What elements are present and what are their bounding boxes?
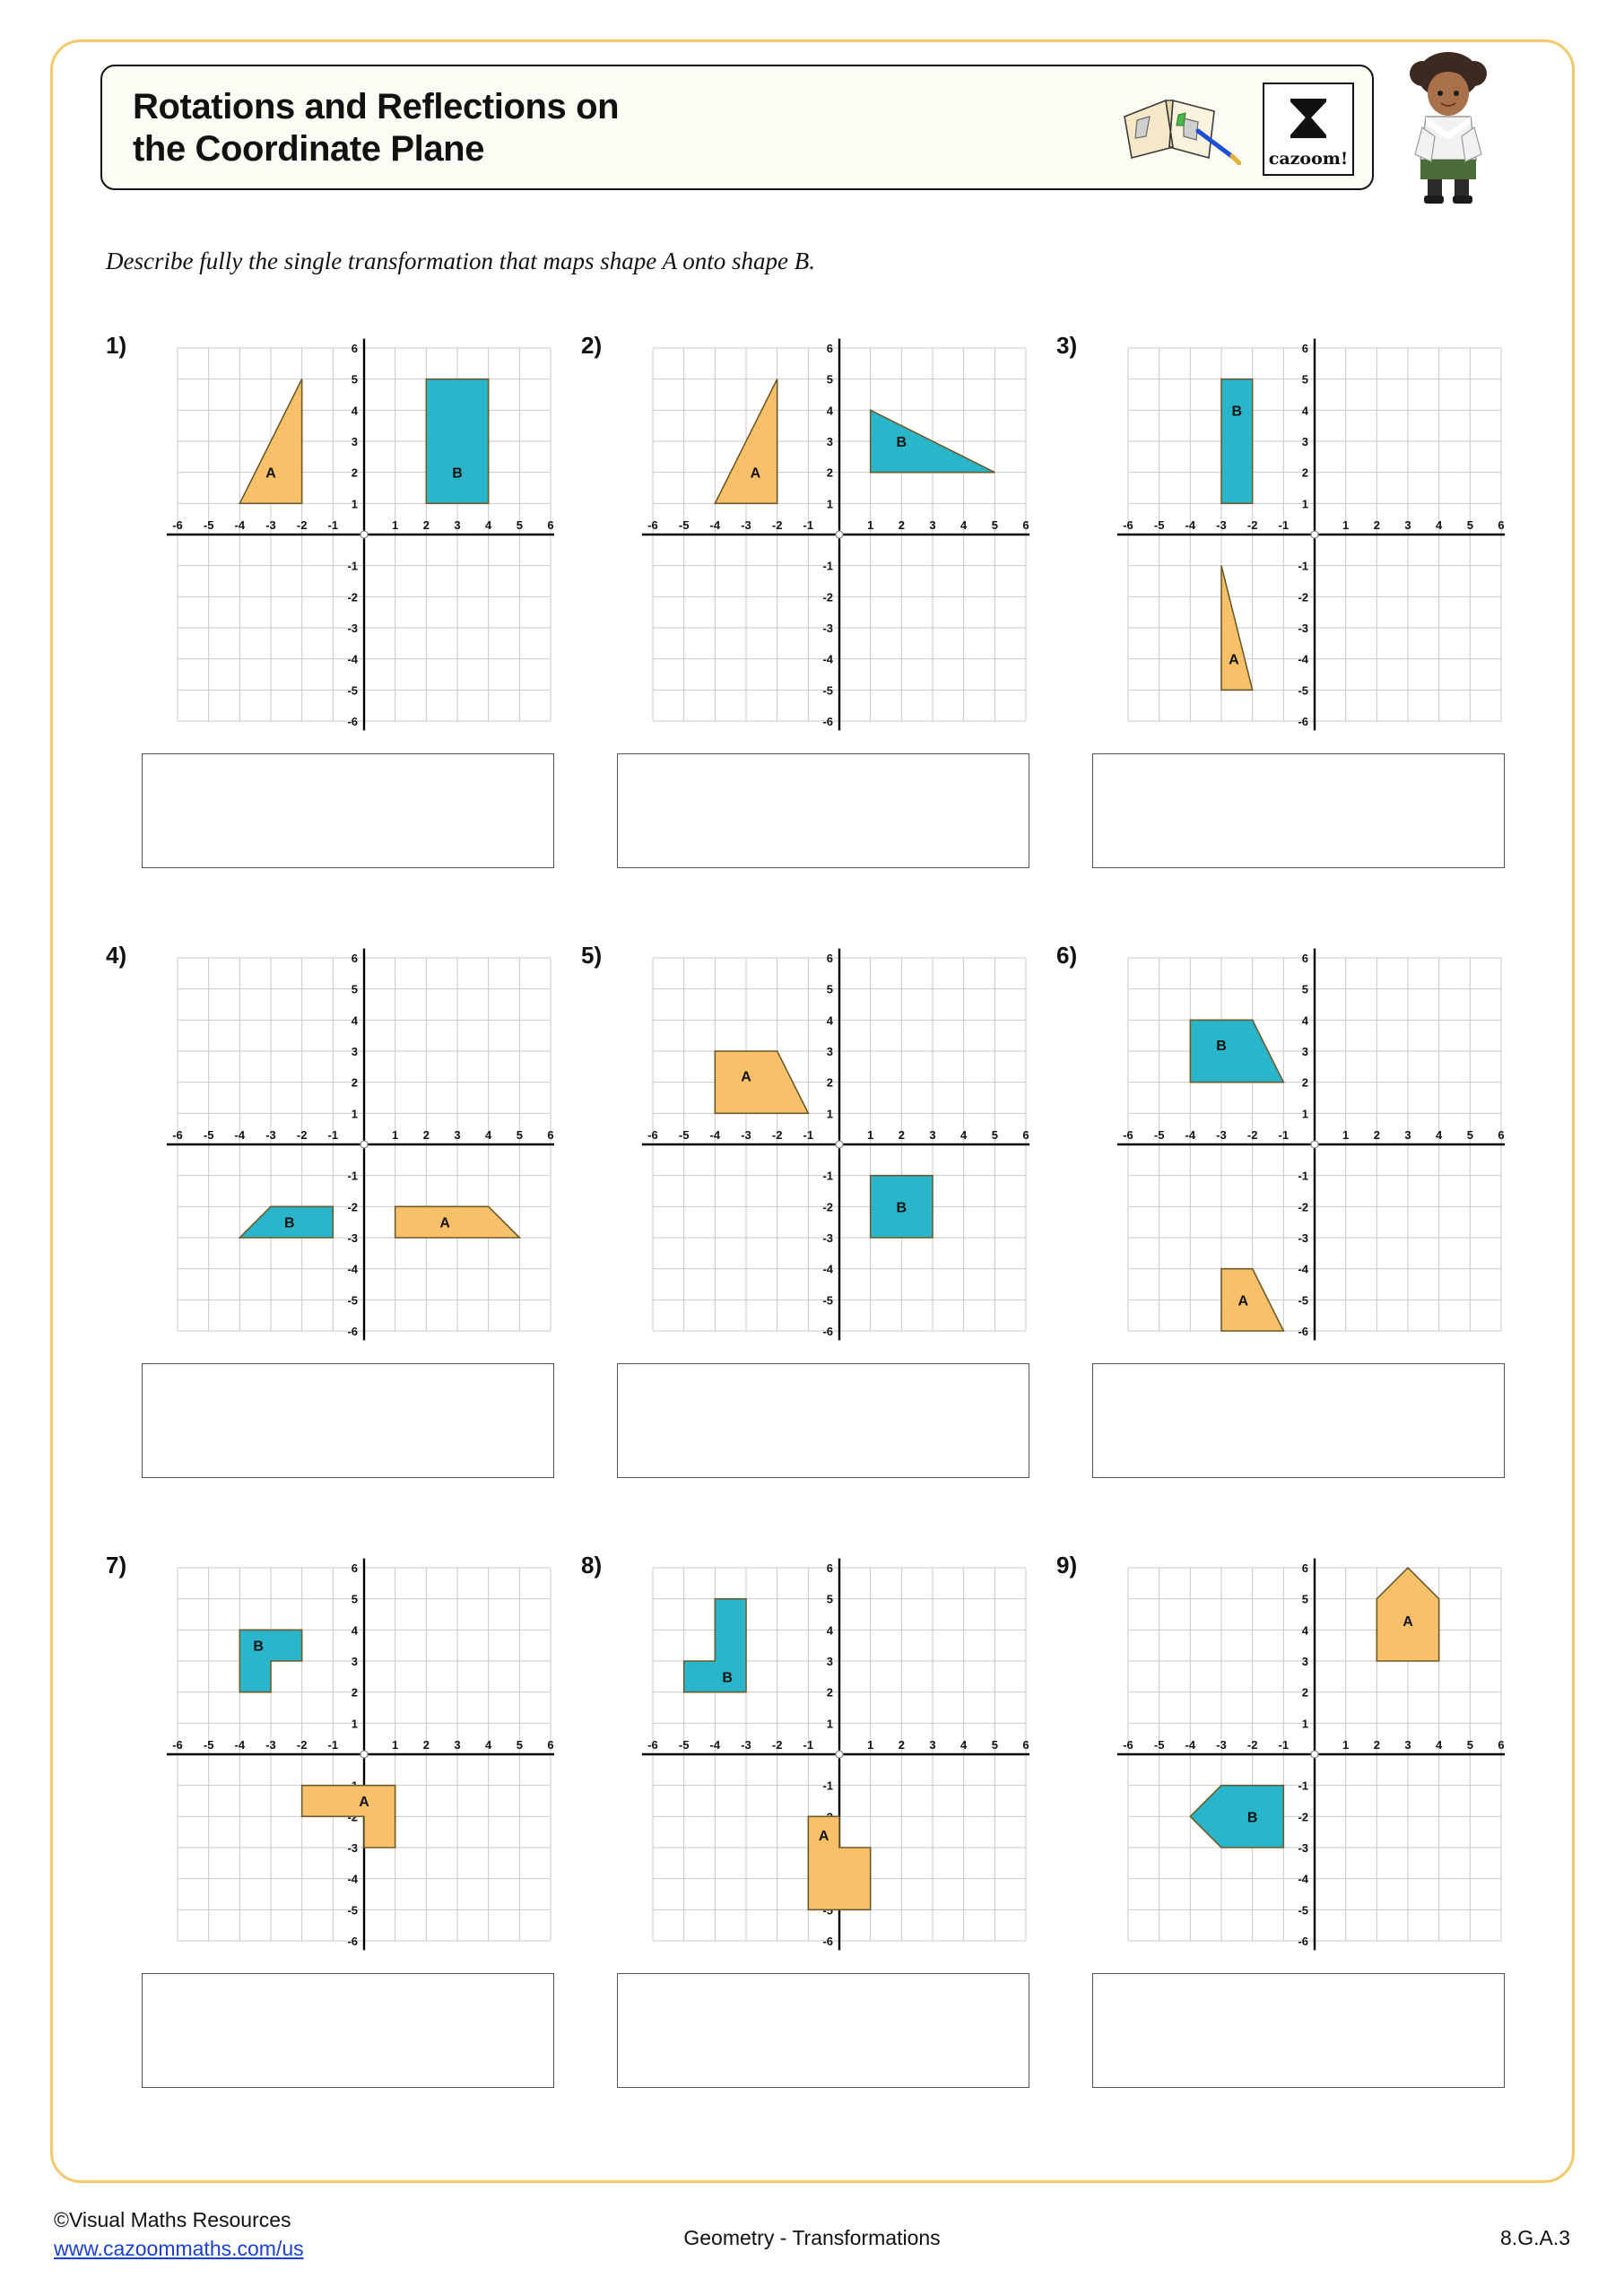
y-tick-label: -4 — [347, 1262, 358, 1276]
y-tick-label: 3 — [1301, 435, 1308, 448]
footer-website-link[interactable]: www.cazoommaths.com/us — [54, 2237, 304, 2260]
coordinate-plane — [617, 942, 1029, 1354]
plot-svg — [617, 332, 1029, 744]
y-tick-label: -5 — [1298, 683, 1308, 698]
x-tick-label: -2 — [1246, 1738, 1258, 1752]
question-number: 1) — [106, 332, 127, 359]
x-tick-label: -4 — [1185, 1738, 1196, 1752]
x-tick-label: -5 — [1153, 1738, 1165, 1752]
y-tick-label: -4 — [822, 652, 833, 666]
shape-label: B — [253, 1639, 264, 1655]
x-tick-label: -3 — [1216, 518, 1227, 532]
y-tick-label: 4 — [826, 404, 833, 418]
shape-label: A — [359, 1795, 369, 1810]
y-tick-label: -1 — [1298, 1779, 1308, 1793]
shape-label: A — [1238, 1293, 1249, 1309]
x-tick-label: -3 — [265, 518, 276, 532]
x-tick-label: -3 — [265, 1128, 276, 1142]
answer-box[interactable] — [617, 1363, 1029, 1478]
cazoom-logo — [1263, 83, 1354, 176]
coordinate-plane — [142, 332, 554, 744]
y-tick-label: 3 — [351, 1655, 358, 1668]
x-tick-label: 1 — [867, 1128, 874, 1142]
y-tick-label: 5 — [351, 372, 358, 387]
y-tick-label: -1 — [347, 559, 358, 573]
y-tick-label: 6 — [826, 342, 833, 355]
y-tick-label: 3 — [826, 1045, 833, 1058]
x-tick-label: -3 — [741, 518, 751, 532]
x-tick-label: 3 — [1404, 1128, 1411, 1142]
title-line-2: the Coordinate Plane — [133, 129, 485, 170]
x-tick-label: -2 — [771, 518, 783, 532]
x-tick-label: 3 — [929, 518, 936, 532]
shape-a — [808, 1816, 870, 1909]
y-tick-label: 3 — [826, 1655, 833, 1668]
y-tick-label: -5 — [1298, 1903, 1308, 1918]
question-number: 8) — [581, 1552, 603, 1578]
y-tick-label: 3 — [351, 1045, 358, 1058]
x-tick-label: 1 — [1342, 518, 1350, 532]
y-tick-label: -6 — [822, 1935, 833, 1948]
y-tick-label: 5 — [1301, 1592, 1308, 1606]
y-tick-label: 5 — [826, 372, 833, 387]
plot-svg — [617, 942, 1029, 1354]
y-tick-label: -2 — [1298, 1810, 1308, 1824]
x-tick-label: 1 — [392, 518, 399, 532]
answer-box[interactable] — [142, 1973, 554, 2088]
footer-topic: Geometry - Transformations — [683, 2226, 941, 2249]
y-tick-label: 2 — [1301, 1075, 1308, 1090]
coordinate-plane — [1092, 332, 1505, 744]
y-tick-label: 5 — [351, 1592, 358, 1606]
y-tick-label: 4 — [1301, 404, 1308, 418]
y-tick-label: 4 — [1301, 1623, 1308, 1638]
y-tick-label: 1 — [1301, 497, 1308, 511]
plot-svg — [1092, 1552, 1505, 1964]
question-number: 6) — [1056, 942, 1078, 969]
shape-label: A — [1403, 1613, 1413, 1630]
y-tick-label: 5 — [1301, 982, 1308, 996]
y-tick-label: 1 — [351, 1717, 358, 1731]
shape-label: B — [1246, 1810, 1258, 1826]
question-number: 7) — [106, 1552, 127, 1578]
x-tick-label: -6 — [172, 518, 183, 532]
x-tick-label: 6 — [1498, 518, 1505, 532]
y-tick-label: 1 — [1301, 1107, 1308, 1121]
x-tick-label: 1 — [1342, 1128, 1350, 1142]
y-tick-label: -4 — [347, 652, 358, 666]
x-tick-label: -5 — [1153, 518, 1165, 532]
y-tick-label: 1 — [1301, 1717, 1308, 1731]
shape-label: B — [1231, 404, 1243, 420]
y-tick-label: -2 — [1298, 1200, 1308, 1214]
page-title — [133, 86, 904, 170]
x-tick-label: -4 — [234, 1128, 246, 1142]
y-tick-label: -4 — [1298, 1872, 1308, 1886]
answer-box[interactable] — [142, 1363, 554, 1478]
coordinate-plane — [1092, 1552, 1505, 1964]
x-tick-label: 6 — [1498, 1738, 1505, 1752]
x-tick-label: -6 — [647, 1128, 658, 1142]
y-tick-label: 1 — [351, 1107, 358, 1121]
x-tick-label: 2 — [898, 518, 905, 532]
shape-label: A — [818, 1829, 829, 1845]
plot-svg — [1092, 942, 1505, 1354]
x-tick-label: -5 — [1153, 1128, 1165, 1142]
x-tick-label: -5 — [678, 518, 690, 532]
logo-text: cazoom! — [1268, 149, 1349, 169]
x-tick-label: 1 — [867, 1738, 874, 1752]
x-tick-label: 3 — [1404, 518, 1411, 532]
coordinate-plane — [142, 1552, 554, 1964]
x-tick-label: -4 — [1185, 518, 1196, 532]
y-tick-label: -6 — [347, 1935, 358, 1948]
y-tick-label: 6 — [351, 342, 358, 355]
question-number: 2) — [581, 332, 603, 359]
y-tick-label: 2 — [351, 465, 358, 480]
shape-label: A — [750, 465, 761, 482]
x-tick-label: -1 — [1278, 1128, 1290, 1142]
y-tick-label: -6 — [347, 1325, 358, 1338]
books-illustration — [1119, 93, 1241, 165]
x-tick-label: 6 — [1022, 518, 1029, 532]
plot-svg — [1092, 332, 1505, 744]
x-tick-label: 4 — [1436, 518, 1443, 532]
y-tick-label: 4 — [826, 1623, 833, 1638]
x-tick-label: 3 — [929, 1738, 936, 1752]
y-tick-label: -5 — [822, 683, 833, 698]
y-tick-label: 5 — [826, 1592, 833, 1606]
answer-box[interactable] — [1092, 753, 1505, 868]
y-tick-label: -6 — [1298, 715, 1308, 728]
y-tick-label: -1 — [822, 559, 833, 573]
x-tick-label: -2 — [771, 1128, 783, 1142]
x-tick-label: 4 — [485, 1738, 492, 1752]
y-tick-label: -5 — [1298, 1293, 1308, 1308]
plot-svg — [142, 1552, 554, 1964]
y-tick-label: -4 — [1298, 652, 1308, 666]
plot-svg — [142, 942, 554, 1354]
x-tick-label: 1 — [1342, 1738, 1350, 1752]
coordinate-plane — [142, 942, 554, 1354]
shape-label: A — [1229, 652, 1239, 668]
x-tick-label: -1 — [803, 1738, 814, 1752]
y-tick-label: 6 — [351, 1561, 358, 1575]
y-tick-label: 2 — [826, 465, 833, 480]
y-tick-label: -6 — [1298, 1325, 1308, 1338]
y-tick-label: 2 — [826, 1075, 833, 1090]
y-tick-label: -3 — [1298, 1231, 1308, 1245]
x-tick-label: -2 — [296, 518, 308, 532]
x-tick-label: -1 — [327, 518, 339, 532]
x-tick-label: 4 — [485, 1128, 492, 1142]
y-tick-label: 3 — [826, 435, 833, 448]
x-tick-label: -3 — [741, 1738, 751, 1752]
answer-box[interactable] — [1092, 1363, 1505, 1478]
x-tick-label: 3 — [454, 518, 461, 532]
y-tick-label: 3 — [351, 435, 358, 448]
y-tick-label: -3 — [347, 1841, 358, 1855]
x-tick-label: 5 — [516, 518, 523, 532]
y-tick-label: 6 — [351, 952, 358, 965]
coordinate-plane — [617, 332, 1029, 744]
x-tick-label: -6 — [647, 518, 658, 532]
shape-b — [1221, 379, 1253, 504]
x-tick-label: 2 — [898, 1738, 905, 1752]
x-tick-label: -3 — [1216, 1738, 1227, 1752]
plot-svg — [142, 332, 554, 744]
x-tick-label: 5 — [991, 518, 998, 532]
x-tick-label: -5 — [203, 1128, 214, 1142]
y-tick-label: -3 — [822, 622, 833, 635]
y-tick-label: -2 — [822, 1200, 833, 1214]
y-tick-label: -3 — [347, 622, 358, 635]
x-tick-label: -4 — [709, 518, 721, 532]
y-tick-label: -2 — [347, 1200, 358, 1214]
x-tick-label: 2 — [422, 1738, 430, 1752]
y-tick-label: 4 — [351, 1013, 358, 1028]
y-tick-label: -6 — [1298, 1935, 1308, 1948]
x-tick-label: 6 — [547, 1128, 554, 1142]
x-tick-label: 2 — [1373, 1738, 1380, 1752]
x-tick-label: 2 — [898, 1128, 905, 1142]
x-tick-label: 2 — [1373, 518, 1380, 532]
x-tick-label: -5 — [203, 1738, 214, 1752]
y-tick-label: -4 — [347, 1872, 358, 1886]
y-tick-label: 2 — [351, 1075, 358, 1090]
shape-label: A — [439, 1215, 450, 1231]
y-tick-label: -2 — [822, 590, 833, 604]
x-tick-label: 3 — [1404, 1738, 1411, 1752]
x-tick-label: -6 — [647, 1738, 658, 1752]
y-tick-label: -2 — [347, 590, 358, 604]
x-tick-label: 6 — [1022, 1738, 1029, 1752]
x-tick-label: -2 — [296, 1738, 308, 1752]
x-tick-label: -4 — [234, 518, 246, 532]
x-tick-label: 1 — [392, 1128, 399, 1142]
y-tick-label: -6 — [347, 715, 358, 728]
y-tick-label: 4 — [351, 404, 358, 418]
x-tick-label: 5 — [1466, 1738, 1473, 1752]
shape-a — [302, 1786, 395, 1848]
y-tick-label: 6 — [1301, 342, 1308, 355]
x-tick-label: 6 — [547, 1738, 554, 1752]
x-tick-label: -5 — [678, 1128, 690, 1142]
question-number: 9) — [1056, 1552, 1078, 1578]
x-tick-label: -2 — [1246, 518, 1258, 532]
y-tick-label: 4 — [351, 1623, 358, 1638]
y-tick-label: -3 — [347, 1231, 358, 1245]
question-number: 4) — [106, 942, 127, 969]
y-tick-label: 4 — [1301, 1013, 1308, 1028]
y-tick-label: 1 — [826, 1107, 833, 1121]
y-tick-label: 5 — [1301, 372, 1308, 387]
y-tick-label: -4 — [822, 1262, 833, 1276]
x-tick-label: 4 — [485, 518, 492, 532]
shape-label: B — [896, 435, 908, 450]
question-number: 3) — [1056, 332, 1078, 359]
y-tick-label: -2 — [1298, 590, 1308, 604]
y-tick-label: 1 — [826, 1717, 833, 1731]
x-tick-label: -4 — [1185, 1128, 1196, 1142]
x-tick-label: -4 — [234, 1738, 246, 1752]
mascot-illustration — [1395, 47, 1501, 208]
y-tick-label: 3 — [1301, 1655, 1308, 1668]
y-tick-label: -3 — [822, 1231, 833, 1245]
y-tick-label: 5 — [826, 982, 833, 996]
shape-label: B — [896, 1200, 908, 1216]
y-tick-label: 6 — [826, 1561, 833, 1575]
hourglass-icon — [1290, 99, 1326, 138]
x-tick-label: -3 — [741, 1128, 751, 1142]
y-tick-label: 1 — [826, 497, 833, 511]
x-tick-label: -2 — [771, 1738, 783, 1752]
shape-b — [1190, 1786, 1283, 1848]
x-tick-label: 5 — [991, 1128, 998, 1142]
plot-svg — [617, 1552, 1029, 1964]
x-tick-label: -1 — [803, 1128, 814, 1142]
x-tick-label: -6 — [1123, 1738, 1133, 1752]
x-tick-label: 5 — [516, 1128, 523, 1142]
x-tick-label: 3 — [454, 1738, 461, 1752]
question-number: 5) — [581, 942, 603, 969]
shape-label: A — [265, 465, 276, 482]
shape-b — [426, 379, 488, 504]
answer-box[interactable] — [142, 753, 554, 868]
y-tick-label: 2 — [1301, 465, 1308, 480]
shape-a — [395, 1206, 520, 1238]
answer-box[interactable] — [617, 753, 1029, 868]
shape-b — [239, 1630, 301, 1692]
x-tick-label: -1 — [803, 518, 814, 532]
y-tick-label: -5 — [347, 1903, 358, 1918]
answer-box[interactable] — [1092, 1973, 1505, 2088]
x-tick-label: -6 — [172, 1128, 183, 1142]
y-tick-label: -1 — [1298, 559, 1308, 573]
x-tick-label: 4 — [1436, 1738, 1443, 1752]
shape-label: A — [741, 1069, 751, 1085]
x-tick-label: -1 — [1278, 1738, 1290, 1752]
y-tick-label: -1 — [1298, 1169, 1308, 1183]
title-line-1: Rotations and Reflections on — [133, 87, 620, 126]
y-tick-label: -5 — [822, 1293, 833, 1308]
y-tick-label: -6 — [822, 715, 833, 728]
y-tick-label: 2 — [1301, 1685, 1308, 1700]
y-tick-label: 4 — [826, 1013, 833, 1028]
x-tick-label: 6 — [1498, 1128, 1505, 1142]
x-tick-label: 3 — [454, 1128, 461, 1142]
y-tick-label: 1 — [351, 497, 358, 511]
x-tick-label: -1 — [327, 1128, 339, 1142]
y-tick-label: -5 — [347, 683, 358, 698]
footer-standard-code: 8.G.A.3 — [1500, 2226, 1570, 2249]
y-tick-label: -6 — [822, 1325, 833, 1338]
x-tick-label: 4 — [960, 518, 968, 532]
x-tick-label: -5 — [203, 518, 214, 532]
x-tick-label: 4 — [960, 1738, 968, 1752]
x-tick-label: -6 — [1123, 1128, 1133, 1142]
x-tick-label: 2 — [422, 518, 430, 532]
y-tick-label: -3 — [1298, 622, 1308, 635]
x-tick-label: 5 — [516, 1738, 523, 1752]
x-tick-label: -4 — [709, 1738, 721, 1752]
x-tick-label: 3 — [929, 1128, 936, 1142]
x-tick-label: 5 — [991, 1738, 998, 1752]
coordinate-plane — [1092, 942, 1505, 1354]
y-tick-label: 6 — [1301, 952, 1308, 965]
x-tick-label: -2 — [1246, 1128, 1258, 1142]
x-tick-label: 4 — [1436, 1128, 1443, 1142]
x-tick-label: 1 — [392, 1738, 399, 1752]
y-tick-label: 3 — [1301, 1045, 1308, 1058]
x-tick-label: -3 — [265, 1738, 276, 1752]
y-tick-label: -3 — [1298, 1841, 1308, 1855]
x-tick-label: 6 — [1022, 1128, 1029, 1142]
x-tick-label: 4 — [960, 1128, 968, 1142]
shape-label: B — [1216, 1039, 1227, 1055]
y-tick-label: -1 — [822, 1169, 833, 1183]
x-tick-label: 6 — [547, 518, 554, 532]
shape-b — [684, 1599, 746, 1692]
answer-box[interactable] — [617, 1973, 1029, 2088]
x-tick-label: -5 — [678, 1738, 690, 1752]
x-tick-label: 2 — [422, 1128, 430, 1142]
x-tick-label: 5 — [1466, 518, 1473, 532]
x-tick-label: 5 — [1466, 1128, 1473, 1142]
y-tick-label: 2 — [826, 1685, 833, 1700]
y-tick-label: -1 — [822, 1779, 833, 1793]
x-tick-label: -6 — [1123, 518, 1133, 532]
x-tick-label: -6 — [172, 1738, 183, 1752]
coordinate-plane — [617, 1552, 1029, 1964]
shape-label: B — [722, 1670, 733, 1686]
x-tick-label: -3 — [1216, 1128, 1227, 1142]
instruction-text: Describe fully the single transformation that maps shape A onto shape B. — [106, 248, 815, 274]
y-tick-label: 5 — [351, 982, 358, 996]
x-tick-label: -1 — [1278, 518, 1290, 532]
shape-label: B — [452, 465, 463, 482]
x-tick-label: -2 — [296, 1128, 308, 1142]
shape-label: B — [284, 1215, 295, 1231]
x-tick-label: 2 — [1373, 1128, 1380, 1142]
y-tick-label: 6 — [826, 952, 833, 965]
y-tick-label: 6 — [1301, 1561, 1308, 1575]
y-tick-label: -5 — [347, 1293, 358, 1308]
x-tick-label: 1 — [867, 518, 874, 532]
footer-copyright: ©Visual Maths Resources — [54, 2208, 291, 2231]
y-tick-label: -1 — [347, 1169, 358, 1183]
x-tick-label: -4 — [709, 1128, 721, 1142]
header-banner — [100, 65, 1374, 190]
x-tick-label: -1 — [327, 1738, 339, 1752]
y-tick-label: 2 — [351, 1685, 358, 1700]
y-tick-label: -4 — [1298, 1262, 1308, 1276]
